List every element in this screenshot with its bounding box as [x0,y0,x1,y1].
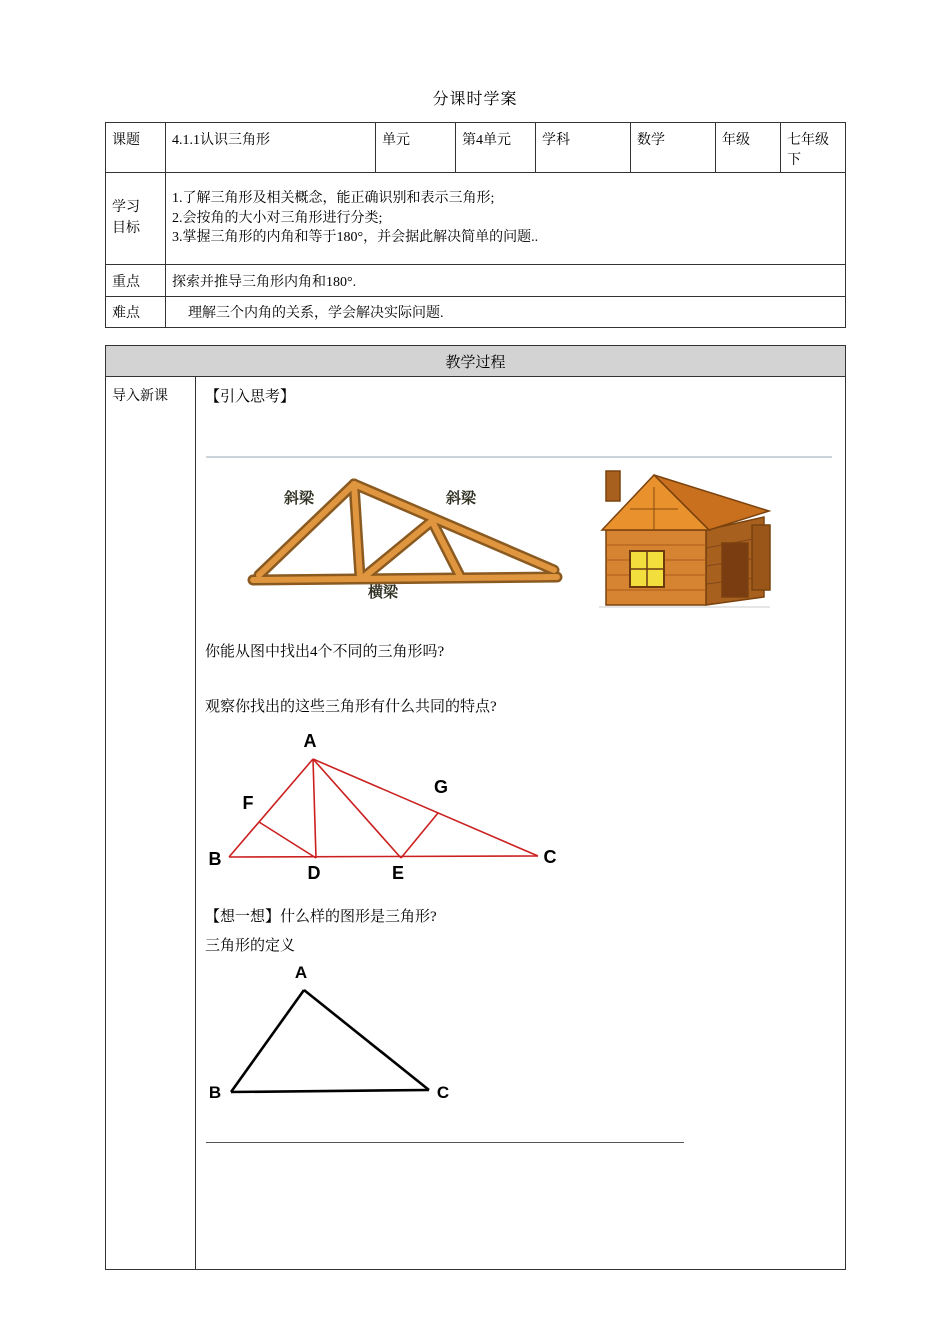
point-label-E: E [391,863,405,883]
process-content-cell [196,377,846,1270]
point-label-B: B [208,1083,222,1102]
triangle-definition-figure [201,962,471,1120]
goal-line-2: 2.会按角的大小对三角形进行分类; [172,210,383,226]
process-body-row [106,377,846,1270]
key-row [106,265,846,297]
question-2: 观察你找出的这些三角形有什么共同的特点? [205,699,497,715]
intro-heading: 【引入思考】 [205,389,296,405]
goals-row [106,173,846,265]
unit-value: 第4单元 [456,123,536,173]
question-1: 你能从图中找出4个不同的三角形吗? [205,644,445,660]
difficulty-value [166,297,846,328]
grade-value: 七年级下 [781,123,846,173]
unit-label: 单元 [376,123,456,173]
point-label-B: B [208,849,222,869]
goals-label-text: 学习目标 [112,200,140,236]
goals-label [106,173,166,265]
subject-label: 课题 [106,123,166,173]
definition-heading: 三角形的定义 [205,938,296,954]
grade-label: 年级 [716,123,781,173]
point-label-A: A [303,731,317,751]
subject-value: 4.1.1认识三角形 [166,123,376,173]
info-row-1 [106,123,846,173]
page-title: 分课时学案 [432,91,518,108]
point-label-C: C [436,1083,450,1102]
red-triangle-lines [229,759,538,858]
intro-illustration [204,435,834,625]
beam-label-bottom: 横梁 [367,584,399,601]
goal-line-1: 1.了解三角形及相关概念，能正确识别和表示三角形; [172,190,495,206]
house-image [599,471,770,607]
answer-line [206,1142,684,1143]
key-label: 重点 [106,265,166,297]
truss-triangle-figure [201,729,576,894]
process-header-row [106,346,846,377]
point-label-D: D [307,863,321,883]
black-triangle-lines [231,990,429,1092]
section-label: 导入新课 [106,377,196,1270]
process-header: 教学过程 [106,346,846,377]
point-label-G: G [433,777,449,797]
think-prompt: 【想一想】什么样的图形是三角形? [205,909,437,925]
content-area [196,377,845,1269]
point-label-A: A [294,963,308,982]
teaching-process-table [105,345,846,1270]
point-label-F: F [242,793,254,813]
lesson-info-table [105,122,846,328]
point-label-C: C [543,847,557,867]
beam-label-left: 斜梁 [283,490,315,507]
beam-label-right: 斜梁 [445,490,477,507]
key-value: 探索并推导三角形内角和180°. [166,265,846,297]
goals-cell [166,173,846,265]
discipline-value: 数学 [631,123,716,173]
difficulty-label: 难点 [106,297,166,328]
discipline-label: 学科 [536,123,631,173]
difficulty-row [106,297,846,328]
goal-line-3: 3.掌握三角形的内角和等于180°，并会据此解决简单的问题.. [172,230,539,246]
difficulty-text: 理解三个内角的关系，学会解决实际问题. [188,306,444,321]
